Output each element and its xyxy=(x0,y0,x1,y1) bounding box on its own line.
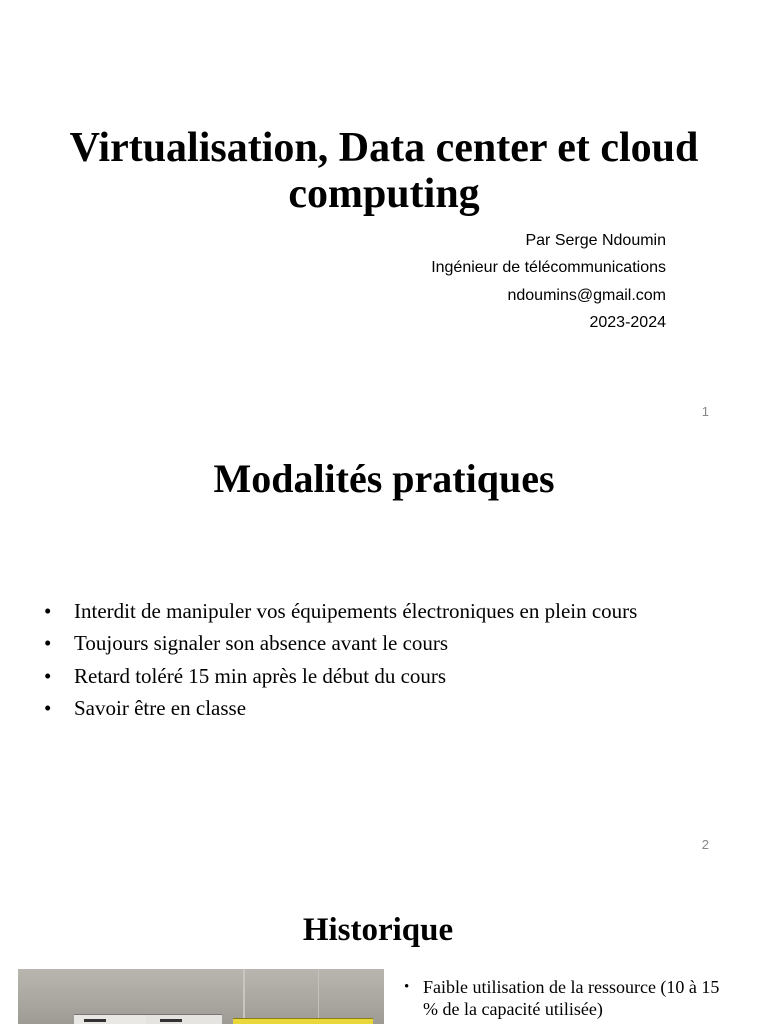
server-room-photo xyxy=(18,969,384,1024)
slide-title: Virtualisation, Data center et cloud computing xyxy=(69,125,699,217)
academic-year: 2023-2024 xyxy=(589,314,666,332)
slide-title: Modalités pratiques xyxy=(213,456,555,501)
author-email: ndoumins@gmail.com xyxy=(507,286,666,304)
slide-3 xyxy=(0,866,768,1024)
bullet-item: • Savoir être en classe xyxy=(40,692,637,724)
author-name: Par Serge Ndoumin xyxy=(525,232,666,249)
slide-title: Historique xyxy=(302,912,454,948)
slide-1 xyxy=(0,0,768,433)
bullet-list xyxy=(400,976,730,1020)
bullet-list xyxy=(40,595,637,724)
page-number: 1 xyxy=(701,404,709,419)
server-device xyxy=(74,1014,148,1024)
bullet-item: • Retard toléré 15 min après le début du cours xyxy=(40,660,637,692)
bullet-item: • Faible utilisation de la ressource (10 à 15 % de la capacité utilisée) xyxy=(400,976,730,1020)
bullet-item: • Interdit de manipuler vos équipements électroniques en plein cours xyxy=(40,595,637,627)
author-block xyxy=(431,227,666,337)
server-device xyxy=(233,1018,373,1024)
page-number: 2 xyxy=(701,837,709,852)
slide-2 xyxy=(0,433,768,866)
author-role: Ingénieur de télécommunications xyxy=(431,259,666,277)
bullet-item: • Toujours signaler son absence avant le cours xyxy=(40,627,637,659)
server-device xyxy=(146,1014,222,1024)
